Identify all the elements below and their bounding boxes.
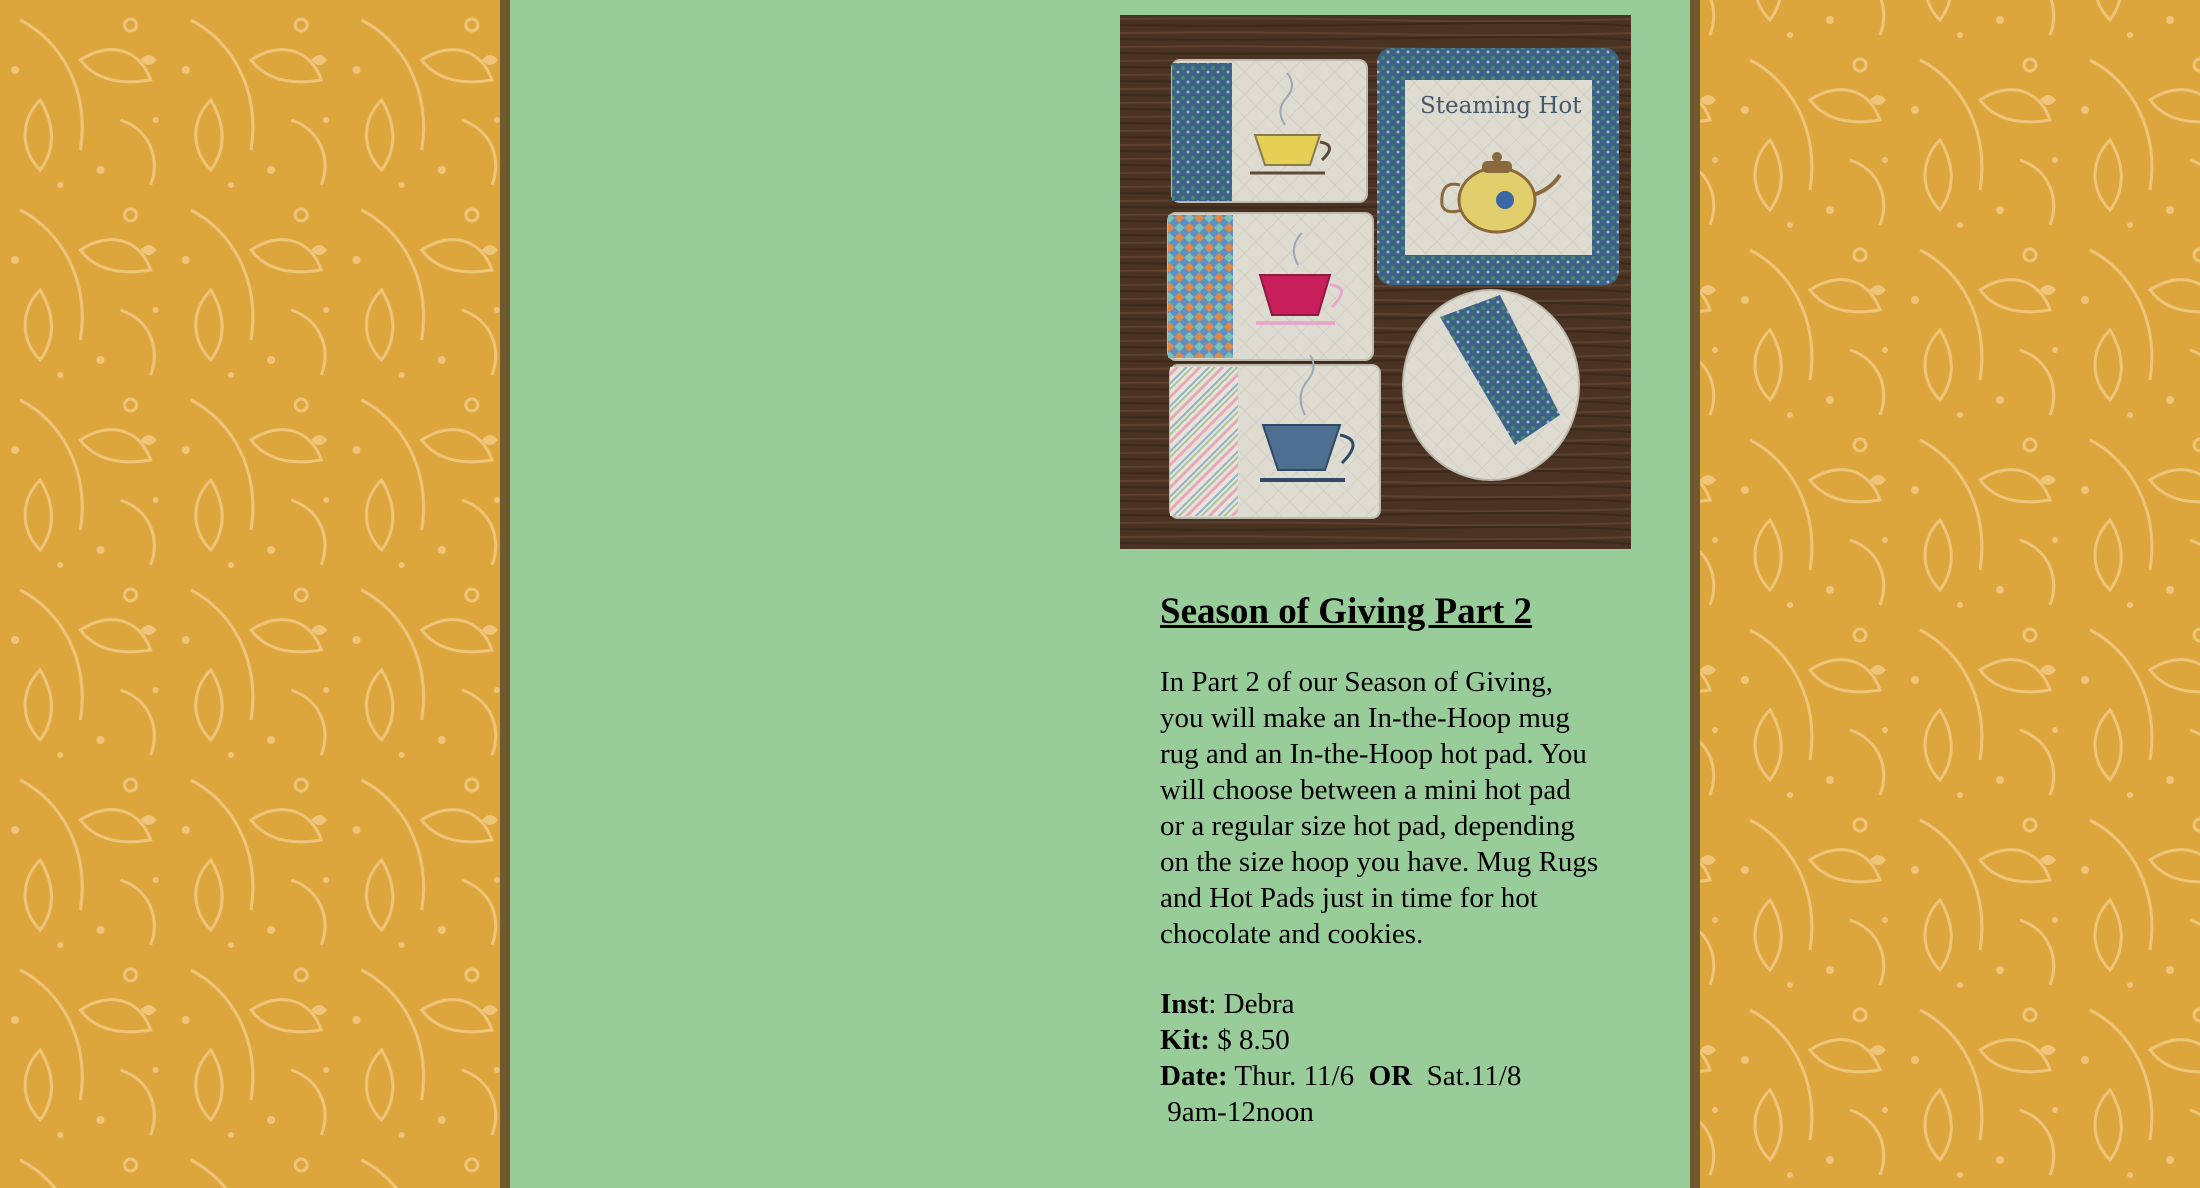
kit-row: [1160, 1022, 1600, 1058]
class-description: In Part 2 of our Season of Giving, you will make an In-the-Hoop mug rug and an In-the-Hoop hot pad. You will choose between a mini hot pad or a regular size hot pad, depending on the size hoop you have. Mug Rugs and Hot Pads just in time for hot chocolate and cookies.: [1160, 666, 1599, 950]
right-pattern-background: [1700, 0, 2200, 1188]
kit-label: Kit:: [1160, 1024, 1210, 1056]
date-first: Thur. 11/6: [1227, 1060, 1369, 1092]
instructor-label: Inst: [1160, 988, 1209, 1020]
left-pattern-background: [0, 0, 502, 1188]
floral-pattern-right: [1700, 0, 2200, 1188]
right-border: [1690, 0, 1700, 1188]
steaming-hot-embroidery: Steaming Hot: [1420, 93, 1582, 119]
date-or: OR: [1368, 1060, 1413, 1092]
date-label: Date:: [1160, 1060, 1228, 1092]
product-photo: [1120, 15, 1631, 549]
left-border: [500, 0, 510, 1188]
date-row: [1160, 1058, 1600, 1094]
date-second: Sat.11/8: [1412, 1060, 1522, 1092]
instructor-row: [1160, 986, 1600, 1022]
kit-price: $ 8.50: [1209, 1024, 1290, 1056]
class-title: Season of Giving Part 2: [1160, 591, 1533, 632]
class-details: [1160, 590, 1600, 1130]
class-info: [1160, 986, 1600, 1130]
main-content-panel: [510, 0, 1690, 1188]
instructor-value: : Debra: [1208, 988, 1295, 1020]
floral-pattern-left: [0, 0, 502, 1188]
time-row: 9am-12noon: [1160, 1096, 1314, 1128]
